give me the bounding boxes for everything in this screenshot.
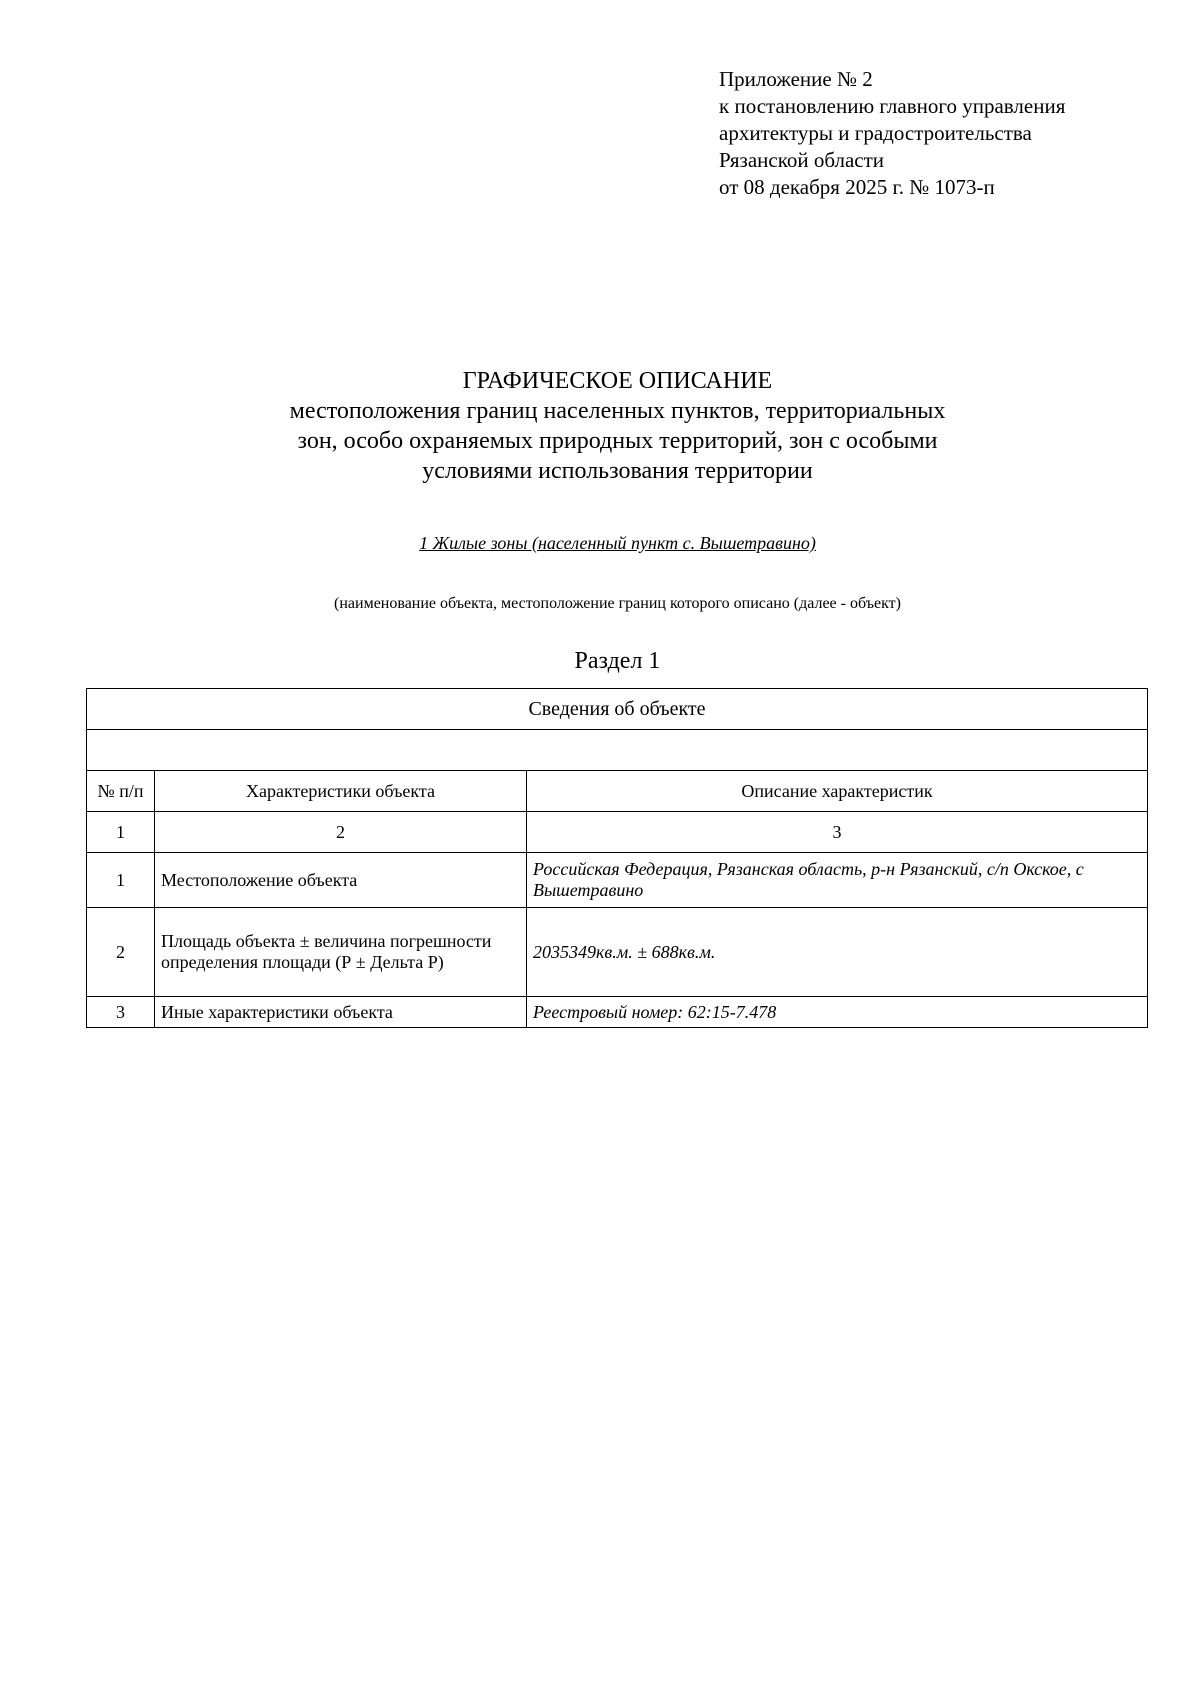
column-number: 2 [155, 812, 527, 853]
appendix-block [719, 66, 1065, 201]
table-empty-row [87, 730, 1148, 771]
column-number: 1 [87, 812, 155, 853]
object-info-table [86, 688, 1148, 1028]
object-caption: (наименование объекта, местоположение границ которого описано (далее - объект) [334, 595, 901, 612]
column-header-num: № п/п [87, 771, 155, 812]
table-row [87, 997, 1148, 1028]
table-column-headers [87, 771, 1148, 812]
row-characteristic: Иные характеристики объекта [155, 997, 527, 1028]
column-header-description: Описание характеристик [527, 771, 1148, 812]
table-header: Сведения об объекте [87, 689, 1148, 730]
appendix-line: к постановлению главного управления [719, 94, 1066, 118]
row-description: Реестровый номер: 62:15-7.478 [527, 997, 1148, 1028]
document-title [0, 366, 1200, 486]
row-characteristic: Местоположение объекта [155, 853, 527, 908]
section-title: Раздел 1 [574, 648, 661, 674]
document-subtitle-line: условиями использования территории [422, 458, 813, 484]
row-number: 3 [87, 997, 155, 1028]
document-heading: ГРАФИЧЕСКОЕ ОПИСАНИЕ [462, 368, 773, 394]
table-row [87, 853, 1148, 908]
table-column-numbers [87, 812, 1148, 853]
row-number: 2 [87, 908, 155, 997]
document-subtitle-line: местоположения границ населенных пунктов, территориальных [289, 398, 946, 424]
row-description: Российская Федерация, Рязанская область, р-н Рязанский, с/п Окское, с Вышетравино [527, 853, 1148, 908]
table-header-row [87, 689, 1148, 730]
row-characteristic: Площадь объекта ± величина погрешности определения площади (Р ± Дельта Р) [155, 908, 527, 997]
row-number: 1 [87, 853, 155, 908]
column-header-characteristic: Характеристики объекта [155, 771, 527, 812]
object-name-text: 1 Жилые зоны (населенный пункт с. Вышетравино) [419, 533, 816, 553]
appendix-date-line: от 08 декабря 2025 г. № 1073-п [719, 175, 995, 199]
row-description: 2035349кв.м. ± 688кв.м. [527, 908, 1148, 997]
appendix-line: Приложение № 2 [719, 67, 873, 91]
column-number: 3 [527, 812, 1148, 853]
table-row [87, 908, 1148, 997]
appendix-line: Рязанской области [719, 148, 885, 172]
appendix-line: архитектуры и градостроительства [719, 121, 1032, 145]
object-name [0, 533, 1200, 554]
table-empty-cell [87, 730, 1148, 771]
document-subtitle-line: зон, особо охраняемых природных территорий, зон с особыми [297, 428, 938, 454]
